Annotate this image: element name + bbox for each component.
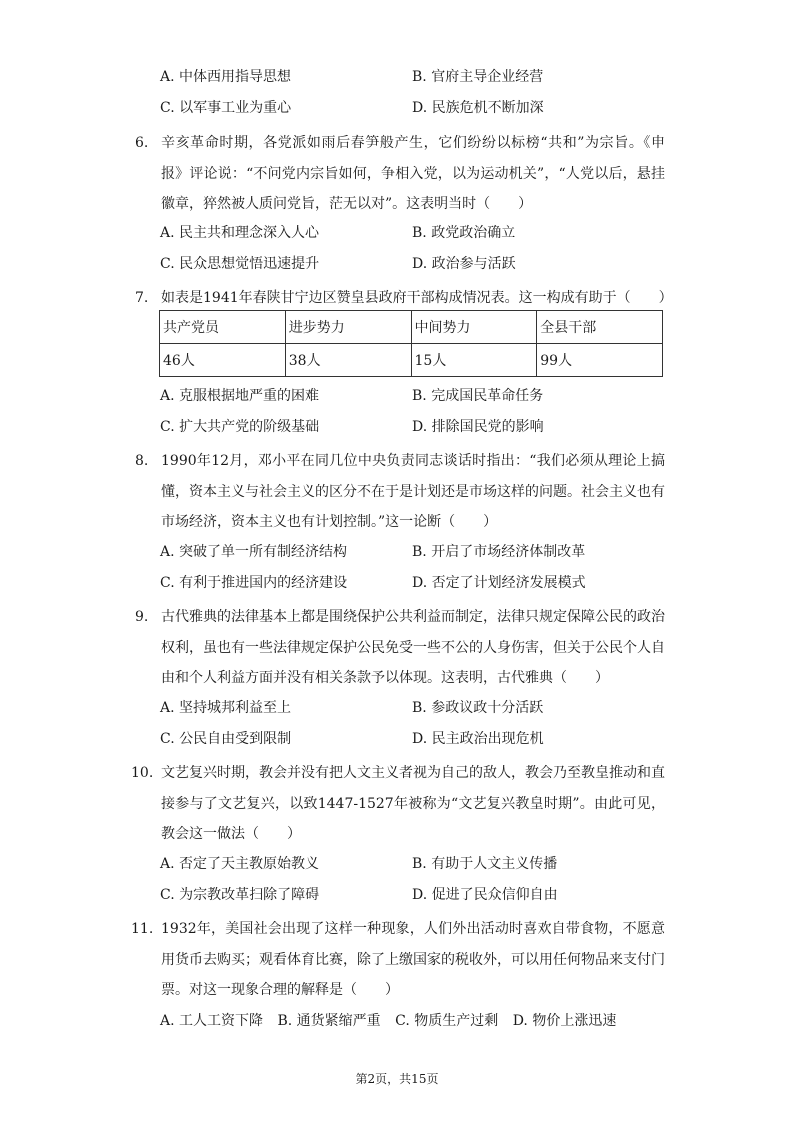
page-footer: 第2页，共15页 — [355, 1072, 439, 1086]
option-b: B. 开启了市场经济体制改革 — [412, 544, 586, 560]
table-cell: 15人 — [411, 344, 537, 377]
option-row — [160, 728, 680, 750]
option-row — [160, 385, 680, 407]
option-a: A. 克服根据地严重的困难 — [160, 388, 320, 404]
question-stem: 古代雅典的法律基本上都是围绕保护公共利益而制定，法律只规定保障公民的政治权利，虽也有一些法律规定保护公民免受一些不公的人身伤害，但关于公民个人自由和个人利益方面并没有相关条款予以体现。这表明，古代雅典（ ） — [161, 609, 665, 686]
table-row — [160, 344, 663, 377]
option-d: D. 民主政治出现危机 — [412, 731, 544, 747]
option-a: A. 中体西用指导思想 — [160, 69, 292, 85]
option-row — [160, 97, 680, 119]
table-cell: 38人 — [285, 344, 411, 377]
option-c: C. 扩大共产党的阶级基础 — [160, 419, 320, 435]
cadre-composition-table — [159, 310, 663, 377]
option-a: A. 突破了单一所有制经济结构 — [160, 544, 348, 560]
option-d: D. 政治参与活跃 — [412, 256, 516, 272]
option-b: B. 参政议政十分活跃 — [412, 700, 544, 716]
question-stem: 如表是1941年春陕甘宁边区赞皇县政府干部构成情况表。这一构成有助于（ ） — [161, 290, 673, 306]
option-b: B. 官府主导企业经营 — [412, 69, 544, 85]
option-a: A. 工人工资下降 — [160, 1013, 264, 1029]
table-header-cell: 进步势力 — [285, 311, 411, 344]
table-header-cell: 共产党员 — [160, 311, 286, 344]
question-number: 8. — [135, 453, 149, 469]
option-d: D. 民族危机不断加深 — [412, 100, 544, 116]
option-c: C. 民众思想觉悟迅速提升 — [160, 256, 320, 272]
option-a: A. 民主共和理念深入人心 — [160, 225, 320, 241]
option-c: C. 物质生产过剩 — [395, 1013, 499, 1029]
table-header-row — [160, 311, 663, 344]
question-number: 9. — [135, 609, 149, 625]
table-header-cell: 中间势力 — [411, 311, 537, 344]
option-b: B. 通货紧缩严重 — [277, 1013, 381, 1029]
question-stem: 辛亥革命时期，各党派如雨后春笋般产生，它们纷纷以标榜“共和”为宗旨。《申报》评论说：“不问党内宗旨如何，争相入党，以为运动机关”，“人党以后，悬挂徽章，猝然被人质问党旨，茫无以对”。这表明当时（ ） — [161, 135, 665, 212]
option-c: C. 公民自由受到限制 — [160, 731, 292, 747]
option-row — [160, 853, 680, 875]
option-a: A. 坚持城邦利益至上 — [160, 700, 292, 716]
table-cell: 99人 — [537, 344, 663, 377]
table-cell: 46人 — [160, 344, 286, 377]
option-b: B. 政党政治确立 — [412, 225, 516, 241]
option-a: A. 否定了天主教原始教义 — [160, 856, 320, 872]
option-d: D. 促进了民众信仰自由 — [412, 887, 558, 903]
option-row — [160, 884, 680, 906]
option-row — [160, 541, 680, 563]
question-number: 6. — [135, 135, 149, 151]
option-c: C. 以军事工业为重心 — [160, 100, 292, 116]
option-row — [160, 253, 680, 275]
question-stem: 文艺复兴时期，教会并没有把人文主义者视为自己的敌人，教会乃至教皇推动和直接参与了文艺复兴，以致1447-1527年被称为“文艺复兴教皇时期”。由此可见，教会这一做法（ ） — [161, 765, 665, 842]
question-stem: 1990年12月，邓小平在同几位中央负责同志谈话时指出：“我们必须从理论上搞懂，资本主义与社会主义的区分不在于是计划还是市场这样的问题。社会主义也有市场经济，资本主义也有计划控制。”这一论断（ ） — [161, 453, 665, 530]
option-row — [160, 697, 680, 719]
option-d: D. 否定了计划经济发展模式 — [412, 575, 586, 591]
option-b: B. 完成国民革命任务 — [412, 388, 544, 404]
option-c: C. 为宗教改革扫除了障碍 — [160, 887, 320, 903]
option-row — [160, 572, 680, 594]
option-row — [160, 222, 680, 244]
option-b: B. 有助于人文主义传播 — [412, 856, 558, 872]
option-c: C. 有利于推进国内的经济建设 — [160, 575, 348, 591]
option-d: D. 排除国民党的影响 — [412, 419, 544, 435]
table-header-cell: 全县干部 — [537, 311, 663, 344]
question-number: 11. — [131, 921, 154, 937]
question-number: 10. — [131, 765, 154, 781]
option-d: D. 物价上涨迅速 — [512, 1013, 617, 1029]
option-row — [160, 1010, 626, 1032]
option-row — [160, 416, 680, 438]
question-stem: 1932年，美国社会出现了这样一种现象，人们外出活动时喜欢自带食物，不愿意用货币去购买；观看体育比赛，除了上缴国家的税收外，可以用任何物品来支付门票。对这一现象合理的解释是（ ） — [161, 921, 665, 998]
question-number: 7. — [135, 290, 149, 306]
option-row — [160, 66, 680, 88]
